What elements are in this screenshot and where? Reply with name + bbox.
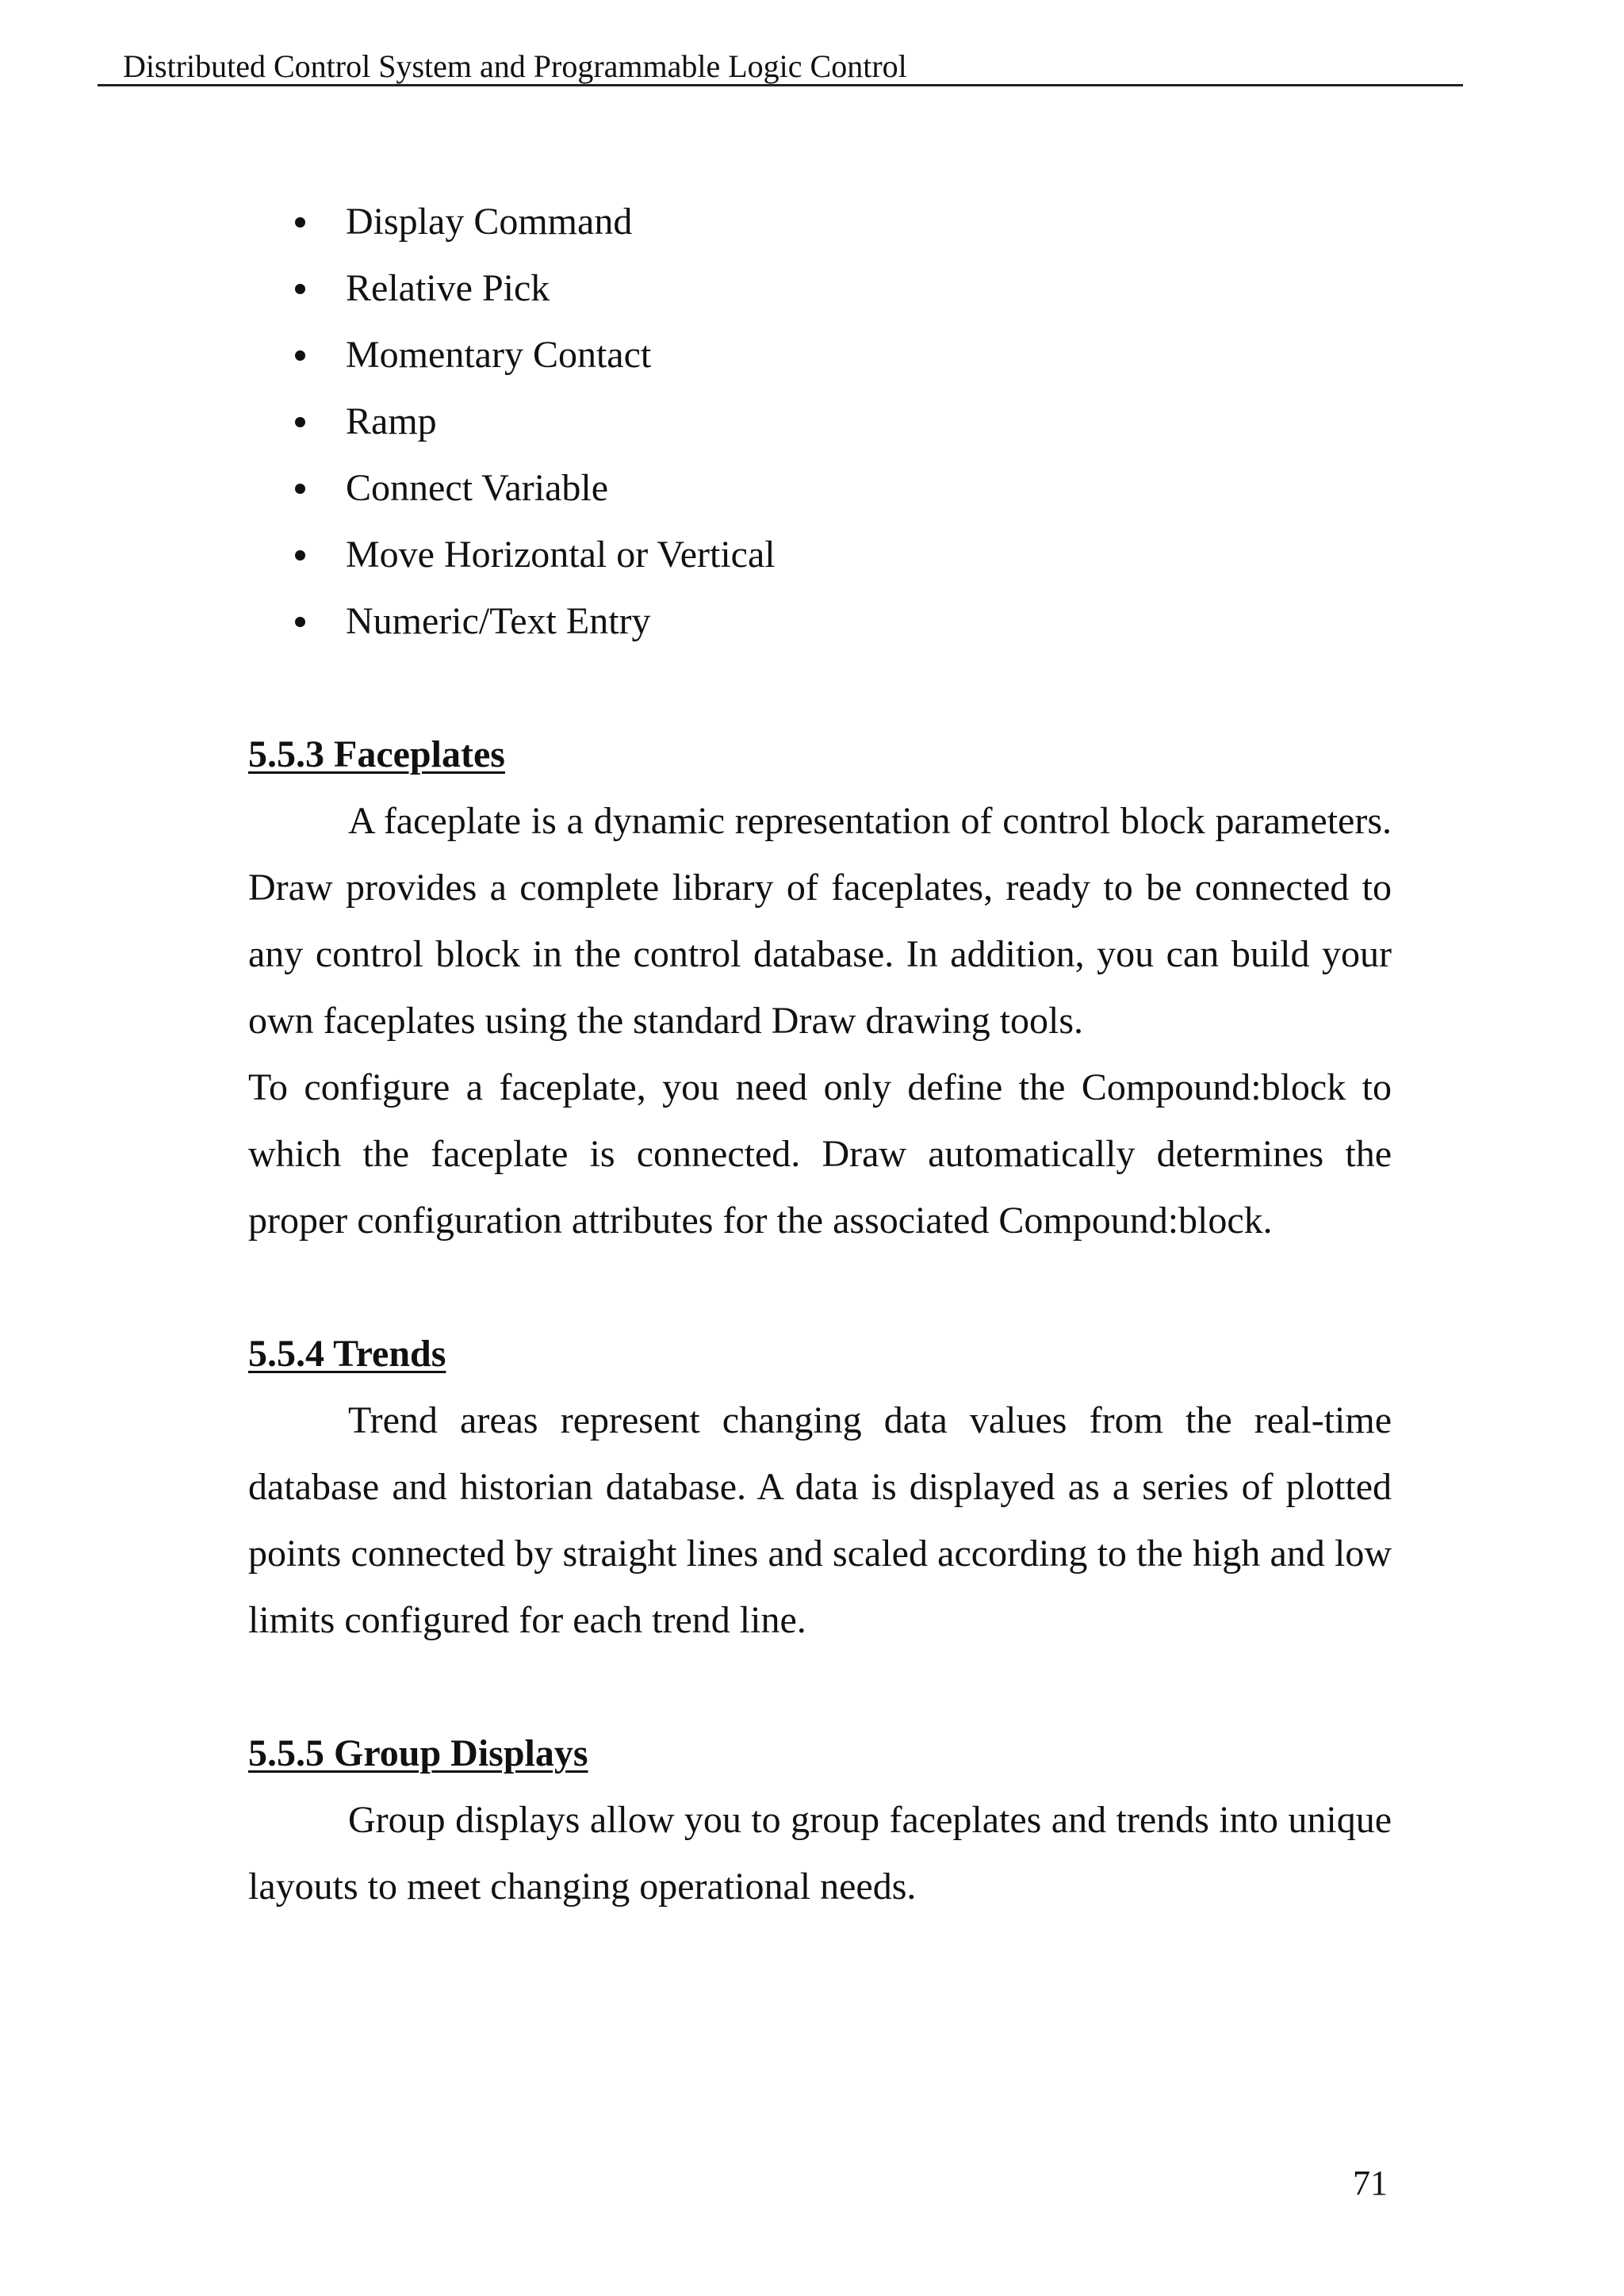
list-item	[295, 330, 776, 396]
paragraph: Group displays allow you to group faceplates and trends into unique layouts to meet changing operational needs.	[248, 1799, 1392, 1908]
paragraph: To configure a faceplate, you need only define the Compound:block to which the faceplate is connected. Draw automatically determines the proper configuration attributes for the associated Compound:block.	[248, 1066, 1392, 1242]
list-item-label: Numeric/Text Entry	[346, 600, 651, 642]
command-bullet-list	[295, 197, 776, 663]
bullet-icon	[295, 284, 305, 294]
paragraph: A faceplate is a dynamic representation of control block parameters. Draw provides a complete library of faceplates, ready to be connected to any control block in the control database. In addition, you can build your own faceplates using the standard Draw drawing tools.	[248, 800, 1392, 1042]
section-heading-text: 5.5.4 Trends	[248, 1333, 446, 1375]
section-heading	[248, 721, 1392, 788]
paragraph: Trend areas represent changing data values from the real-time database and historian database. A data is displayed as a series of plotted points connected by straight lines and scaled according to the high and low limits configured for each trend line.	[248, 1399, 1392, 1641]
section-group-displays	[248, 1720, 1392, 1920]
list-item	[295, 596, 776, 663]
list-item	[295, 463, 776, 530]
list-item	[295, 263, 776, 330]
bullet-icon	[295, 484, 305, 494]
list-item-label: Relative Pick	[346, 267, 550, 309]
list-item	[295, 530, 776, 596]
section-trends	[248, 1321, 1392, 1654]
list-item	[295, 396, 776, 463]
section-heading	[248, 1720, 1392, 1787]
running-header	[98, 38, 1463, 86]
page-number: 71	[1353, 2164, 1388, 2202]
list-item-label: Momentary Contact	[346, 334, 652, 376]
section-heading-text: 5.5.3 Faceplates	[248, 733, 505, 775]
list-item-label: Connect Variable	[346, 467, 609, 509]
list-item-label: Ramp	[346, 400, 437, 442]
bullet-icon	[295, 550, 305, 561]
list-item-label: Display Command	[346, 201, 633, 243]
section-heading-text: 5.5.5 Group Displays	[248, 1732, 588, 1774]
list-item-label: Move Horizontal or Vertical	[346, 534, 776, 576]
list-item	[295, 197, 776, 263]
bullet-icon	[295, 617, 305, 627]
bullet-icon	[295, 417, 305, 427]
bullet-icon	[295, 217, 305, 228]
section-faceplates	[248, 721, 1392, 1254]
bullet-icon	[295, 350, 305, 361]
running-header-title: Distributed Control System and Programmable Logic Control	[123, 48, 907, 84]
section-heading	[248, 1321, 1392, 1387]
